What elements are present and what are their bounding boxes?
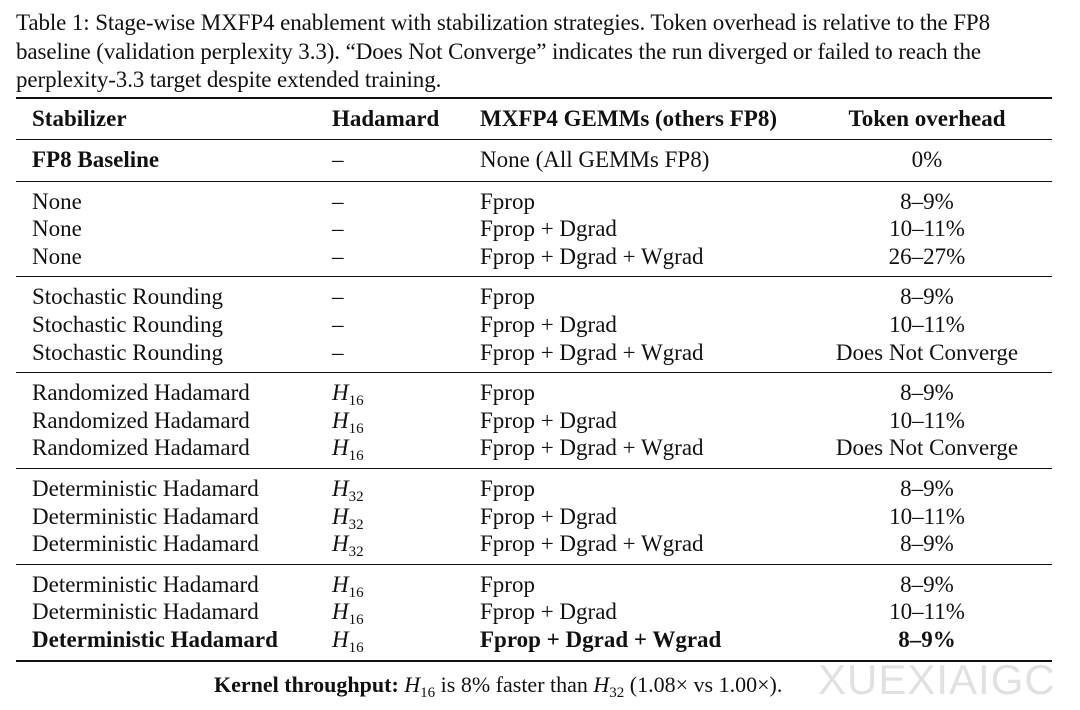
cell-stabilizer: Deterministic Hadamard	[16, 626, 316, 661]
cell-gemms: Fprop + Dgrad	[480, 599, 617, 625]
footnote-h16-symbol: H	[404, 672, 421, 697]
hadamard-symbol: H	[332, 599, 349, 625]
cell-hadamard	[316, 503, 464, 531]
table-group-baseline	[16, 140, 1052, 182]
hadamard-symbol: H	[332, 503, 349, 529]
footnote-middle: is 8% faster than	[435, 672, 594, 697]
cell-token-overhead: Does Not Converge	[802, 434, 1052, 468]
footnote-h32	[593, 672, 625, 701]
cell-stabilizer: Randomized Hadamard	[32, 380, 250, 406]
hadamard-math	[332, 571, 364, 601]
cell-token-overhead: 10–11%	[889, 311, 965, 337]
cell-token-overhead: 26–27%	[802, 243, 1052, 277]
table-row	[16, 243, 1052, 277]
cell-stabilizer: None	[32, 188, 82, 214]
cell-token-overhead: 8–9%	[900, 380, 954, 406]
hadamard-size: 16	[348, 448, 364, 465]
header-gemms: MXFP4 GEMMs (others FP8)	[464, 98, 802, 140]
hadamard-math	[332, 626, 364, 656]
table-row	[16, 434, 1052, 468]
hadamard-size: 32	[348, 516, 364, 533]
cell-gemms: Fprop + Dgrad	[480, 216, 617, 242]
cell-token-overhead: Does Not Converge	[802, 339, 1052, 373]
cell-hadamard: –	[316, 140, 464, 182]
hadamard-symbol: H	[332, 531, 349, 557]
cell-gemms: Fprop	[480, 284, 535, 310]
cell-gemms: Fprop + Dgrad	[480, 503, 617, 529]
hadamard-size: 16	[348, 420, 364, 437]
hadamard-math	[332, 531, 364, 561]
footnote-text	[214, 671, 782, 699]
cell-gemms: Fprop + Dgrad + Wgrad	[464, 339, 802, 373]
cell-stabilizer: FP8 Baseline	[16, 140, 316, 182]
cell-hadamard	[316, 407, 464, 435]
footnote-h32-size: 32	[609, 685, 625, 701]
cell-hadamard: –	[332, 284, 344, 310]
hadamard-symbol: H	[332, 380, 349, 406]
cell-gemms: Fprop + Dgrad	[480, 311, 617, 337]
cell-token-overhead: 10–11%	[889, 599, 965, 625]
cell-gemms: Fprop	[480, 380, 535, 406]
table-header-row	[16, 98, 1052, 140]
table-row	[16, 277, 1052, 311]
hadamard-size: 32	[348, 488, 364, 505]
table-row	[16, 598, 1052, 626]
hadamard-math	[332, 475, 364, 505]
cell-gemms: Fprop	[480, 571, 535, 597]
cell-stabilizer: Stochastic Rounding	[16, 339, 316, 373]
table-row	[16, 215, 1052, 243]
cell-hadamard: –	[332, 216, 344, 242]
cell-token-overhead: 8–9%	[802, 626, 1052, 661]
header-hadamard: Hadamard	[316, 98, 464, 140]
cell-token-overhead: 10–11%	[889, 216, 965, 242]
cell-hadamard	[316, 434, 464, 468]
header-token-overhead: Token overhead	[802, 98, 1052, 140]
cell-stabilizer: None	[32, 216, 82, 242]
hadamard-symbol: H	[332, 435, 349, 461]
cell-hadamard	[316, 468, 464, 505]
hadamard-size: 16	[348, 393, 364, 410]
cell-hadamard: –	[316, 339, 464, 373]
hadamard-math	[332, 599, 364, 629]
cell-token-overhead: 8–9%	[900, 284, 954, 310]
results-table-container	[16, 97, 1052, 662]
table-group-randomized-hadamard	[16, 373, 1052, 469]
hadamard-symbol: H	[332, 571, 349, 597]
cell-token-overhead: 10–11%	[889, 503, 965, 529]
table-caption: Table 1: Stage-wise MXFP4 enablement with stabilization strategies. Token overhead is relative to the FP8 baseline (validation perplexity 3.3). “Does Not Converge” indicates the run diverged or failed to reach the perplexity-3.3 target despite extended training.	[16, 10, 991, 92]
cell-hadamard: –	[332, 311, 344, 337]
table-row	[16, 407, 1052, 435]
table-row	[16, 181, 1052, 215]
table-group-deterministic-hadamard-h32	[16, 468, 1052, 564]
cell-gemms: Fprop + Dgrad + Wgrad	[464, 243, 802, 277]
table-group-stochastic-rounding	[16, 277, 1052, 373]
cell-token-overhead: 8–9%	[900, 571, 954, 597]
header-stabilizer: Stabilizer	[16, 98, 316, 140]
footnote-h16	[404, 672, 436, 701]
hadamard-math	[332, 380, 364, 410]
cell-gemms: Fprop + Dgrad + Wgrad	[464, 530, 802, 564]
cell-hadamard: –	[316, 243, 464, 277]
cell-gemms: Fprop + Dgrad	[480, 407, 617, 433]
cell-hadamard	[316, 373, 464, 410]
cell-hadamard: –	[332, 188, 344, 214]
cell-stabilizer: Randomized Hadamard	[16, 434, 316, 468]
footnote-h16-size: 16	[420, 685, 436, 701]
hadamard-size: 16	[348, 584, 364, 601]
cell-stabilizer: Deterministic Hadamard	[32, 599, 259, 625]
footnote-tail: (1.08× vs 1.00×).	[624, 672, 783, 697]
hadamard-symbol: H	[332, 475, 349, 501]
results-table	[16, 97, 1052, 662]
hadamard-symbol: H	[332, 626, 349, 652]
cell-gemms: None (All GEMMs FP8)	[464, 140, 802, 182]
cell-stabilizer: Deterministic Hadamard	[16, 530, 316, 564]
table-row	[16, 373, 1052, 407]
cell-stabilizer: Randomized Hadamard	[32, 407, 250, 433]
cell-gemms: Fprop + Dgrad + Wgrad	[464, 434, 802, 468]
footnote-label: Kernel throughput:	[214, 672, 399, 697]
table-row	[16, 530, 1052, 564]
hadamard-math	[332, 503, 364, 533]
cell-gemms: Fprop	[480, 475, 535, 501]
table-group-deterministic-hadamard-h16	[16, 564, 1052, 660]
hadamard-size: 16	[348, 612, 364, 629]
cell-stabilizer: Stochastic Rounding	[32, 284, 224, 310]
cell-hadamard	[316, 626, 464, 661]
footnote-h32-symbol: H	[593, 672, 610, 697]
table-group-none	[16, 181, 1052, 277]
cell-hadamard	[316, 564, 464, 601]
hadamard-size: 16	[348, 639, 364, 656]
table-row	[16, 140, 1052, 182]
cell-gemms: Fprop + Dgrad + Wgrad	[464, 626, 802, 661]
watermark: XUEXIAIGC	[818, 656, 1056, 703]
hadamard-symbol: H	[332, 407, 349, 433]
table-row	[16, 339, 1052, 373]
table-row	[16, 503, 1052, 531]
cell-token-overhead: 10–11%	[889, 407, 965, 433]
cell-stabilizer: Deterministic Hadamard	[32, 475, 259, 501]
cell-stabilizer: Deterministic Hadamard	[32, 503, 259, 529]
hadamard-math	[332, 407, 364, 437]
cell-token-overhead: 0%	[802, 140, 1052, 182]
cell-gemms: Fprop	[480, 188, 535, 214]
table-row	[16, 564, 1052, 598]
table-row	[16, 311, 1052, 339]
cell-hadamard	[316, 598, 464, 629]
cell-stabilizer: Deterministic Hadamard	[32, 571, 259, 597]
cell-token-overhead: 8–9%	[900, 475, 954, 501]
hadamard-size: 32	[348, 544, 364, 561]
cell-token-overhead: 8–9%	[802, 530, 1052, 564]
table-row	[16, 468, 1052, 502]
cell-hadamard	[316, 530, 464, 564]
cell-stabilizer: None	[16, 243, 316, 277]
cell-token-overhead: 8–9%	[900, 188, 954, 214]
cell-stabilizer: Stochastic Rounding	[32, 311, 224, 337]
hadamard-math	[332, 435, 364, 465]
